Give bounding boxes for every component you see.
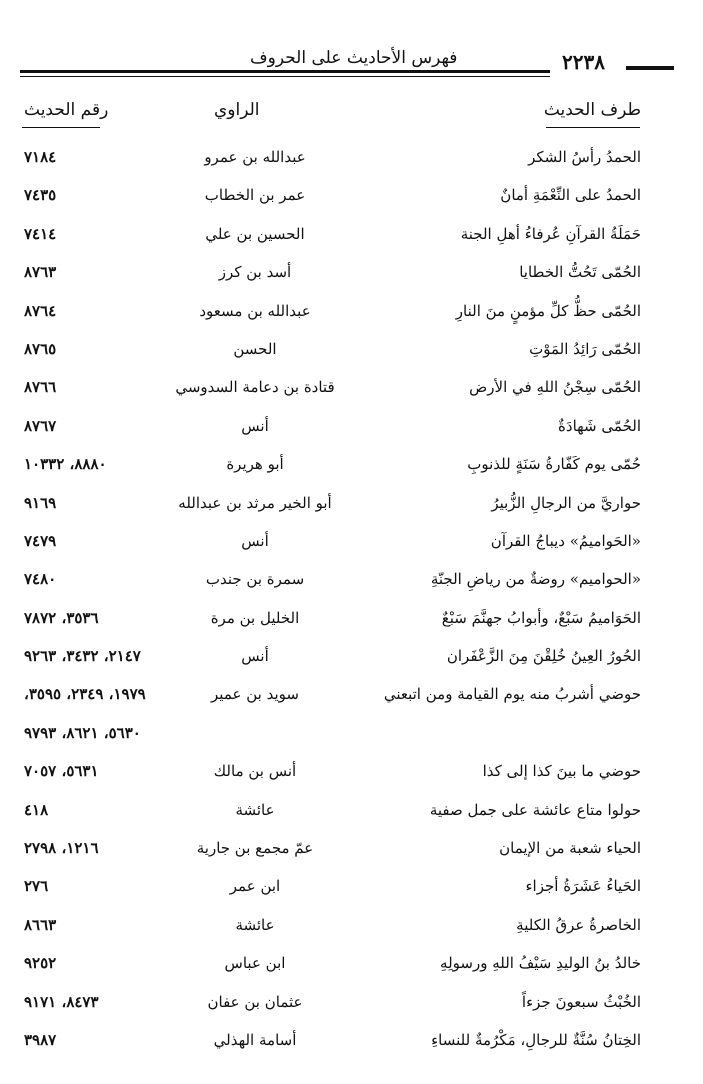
column-header-hadith-underline [546,127,640,128]
table-row [0,562,703,600]
hadith-number: ٨٧٦٥ [24,339,57,358]
table-row [0,677,703,715]
table-row [0,831,703,869]
table-row [0,601,703,639]
hadith-text: الحَياءُ عَشَرَةُ أجزاء [525,877,641,896]
hadith-text: حواريَّ من الرجالِ الزُّبيرُ [491,493,641,512]
table-row [0,793,703,831]
table-row [0,294,703,332]
narrator-name: أنس [241,416,269,435]
page-number: ٢٢٣٨ [562,50,605,74]
hadith-text: حوضي ما بينَ كذا إلى كذا [482,762,641,781]
hadith-number: ٧٤٨٠ [24,570,57,589]
hadith-number: ١٢١٦، ٢٧٩٨ [24,839,99,858]
hadith-text: الخُبْثُ سبعونَ جزءاً [521,992,641,1011]
table-row [0,639,703,677]
hadith-number: ١٩٧٩، ٢٣٤٩، ٣٥٩٥، [24,685,146,704]
column-header-number-underline [22,127,100,128]
narrator-name: عثمان بن عفان [207,992,303,1011]
hadith-text: الحُمّى رَائِدُ المَوْتِ [529,339,641,358]
table-row [0,869,703,907]
table-row [0,370,703,408]
table-row [0,908,703,946]
hadith-text: حُمّى يوم كَفّارةُ سَنَةٍ للذنوبِ [467,455,641,474]
column-header-narrator: الراوي [214,100,260,120]
header-rule-thick [20,70,550,73]
hadith-text: الحُمّى حظُّ كلِّ مؤمنٍ منَ النارِ [455,301,641,320]
hadith-number: ٧٤٣٥ [24,186,57,205]
narrator-name: الحسن [233,339,277,358]
table-row [0,217,703,255]
hadith-text: الخاصرةُ عرقُ الكليةِ [516,915,641,934]
narrator-name: ابن عباس [224,954,286,973]
narrator-name: سويد بن عمير [211,685,299,704]
narrator-name: عائشة [235,800,275,819]
hadith-number: ٣٥٣٦، ٧٨٧٢ [24,608,99,627]
narrator-name: سمرة بن جندب [205,570,305,589]
narrator-name: الخليل بن مرة [210,608,300,627]
hadith-number: ٧١٨٤ [24,148,57,166]
page-number-dash [626,66,674,70]
hadith-text: حَمَلَةُ القرآنِ عُرفاءُ أهلِ الجنة [460,224,641,243]
hadith-number: ٩١٦٩ [24,493,57,512]
narrator-name: أنس بن مالك [213,762,297,781]
narrator-name: أنس [241,531,269,550]
hadith-number: ٤١٨ [24,800,49,819]
hadith-number: ٢٧٦ [24,877,49,896]
hadith-text: حوضي أشربُ منه يوم القيامة ومن اتبعني [383,685,641,704]
narrator-name: أنس [241,647,269,666]
table-row [0,409,703,447]
table-row [0,447,703,485]
hadith-number: ٨٦٦٣ [24,915,57,934]
hadith-number: ٧٤١٤ [24,224,57,243]
table-row [0,332,703,370]
hadith-number: ٥٦٣١، ٧٠٥٧ [24,762,99,781]
hadith-text: الحُمّى شَهادَةٌ [558,416,641,435]
narrator-name: أسامة الهذلي [213,1030,297,1049]
hadith-text: الحَوَاميمُ سَبْعٌ، وأبوابُ جهنَّمَ سَبْعٌ [441,608,641,627]
narrator-name: الحسين بن علي [205,224,305,243]
narrator-name: عمّ مجمع بن جارية [196,839,314,858]
hadith-text: حولوا متاع عائشة على جمل صفية [429,800,641,819]
table-row [0,524,703,562]
hadith-text: الحُمّى تَحُتُّ الخطايا [519,263,641,282]
hadith-number: ٥٦٣٠، ٨٦٢١، ٩٧٩٣ [24,723,141,742]
narrator-name: عائشة [235,915,275,934]
running-title: فهرس الأحاديث على الحروف [250,48,458,68]
hadith-text: «الحواميم» روضةٌ من رياضِ الجنّةِ [430,570,641,589]
table-row [0,486,703,524]
hadith-text: خالدُ بنُ الوليدِ سَيْفُ اللهِ ورسولِهِ [440,954,641,973]
hadith-number: ٨٧٦٣ [24,263,57,282]
table-row [0,140,703,178]
table-row [0,985,703,1023]
hadith-number: ٨٧٦٧ [24,416,57,435]
hadith-number: ٩٢٥٢ [24,954,57,973]
hadith-number: ٢١٤٧، ٣٤٣٢، ٩٢٦٣ [24,647,141,666]
hadith-number: ٨٨٨٠، ١٠٣٣٢ [24,455,107,474]
column-header-hadith: طرف الحديث [543,100,641,120]
hadith-number: ٨٧٦٤ [24,301,57,320]
narrator-name: أبو الخير مرثد بن عبدالله [178,493,332,512]
hadith-text: «الحَواميمُ» ديباجُ القرآن [490,531,641,550]
table-row [0,1023,703,1061]
hadith-index-table [0,140,703,1061]
table-row [0,178,703,216]
table-row [0,946,703,984]
hadith-text: الحياء شعبة من الإيمان [499,839,641,858]
narrator-name: عبدالله بن مسعود [199,301,311,320]
hadith-number: ٨٤٧٣، ٩١٧١ [24,992,99,1011]
table-row [0,255,703,293]
narrator-name: عبدالله بن عمرو [204,148,306,166]
hadith-text: الحمدُ على النِّعْمَةِ أمانٌ [500,186,641,205]
narrator-name: قتادة بن دعامة السدوسي [175,378,335,397]
hadith-text: الحُورُ العِينُ خُلِقْنَ مِنَ الزَّعْفَران [446,647,641,666]
header-rule-thin [20,76,550,77]
hadith-text: الحمدُ رأسُ الشكر [528,148,641,166]
table-row [0,754,703,792]
column-header-number: رقم الحديث [24,100,109,120]
narrator-name: أبو هريرة [226,455,284,474]
hadith-text: الخِتانُ سُنَّةٌ للرجالِ، مَكْرُمةٌ للنساءِ [431,1030,641,1049]
narrator-name: أسد بن كرز [218,263,292,282]
hadith-number: ٨٧٦٦ [24,378,57,397]
hadith-text: الحُمّى سِجْنُ اللهِ في الأرض [469,378,641,397]
table-row [0,716,703,754]
narrator-name: عمر بن الخطاب [204,186,306,205]
hadith-number: ٧٤٧٩ [24,531,57,550]
hadith-number: ٣٩٨٧ [24,1030,57,1049]
page-header [20,48,675,84]
narrator-name: ابن عمر [229,877,281,896]
